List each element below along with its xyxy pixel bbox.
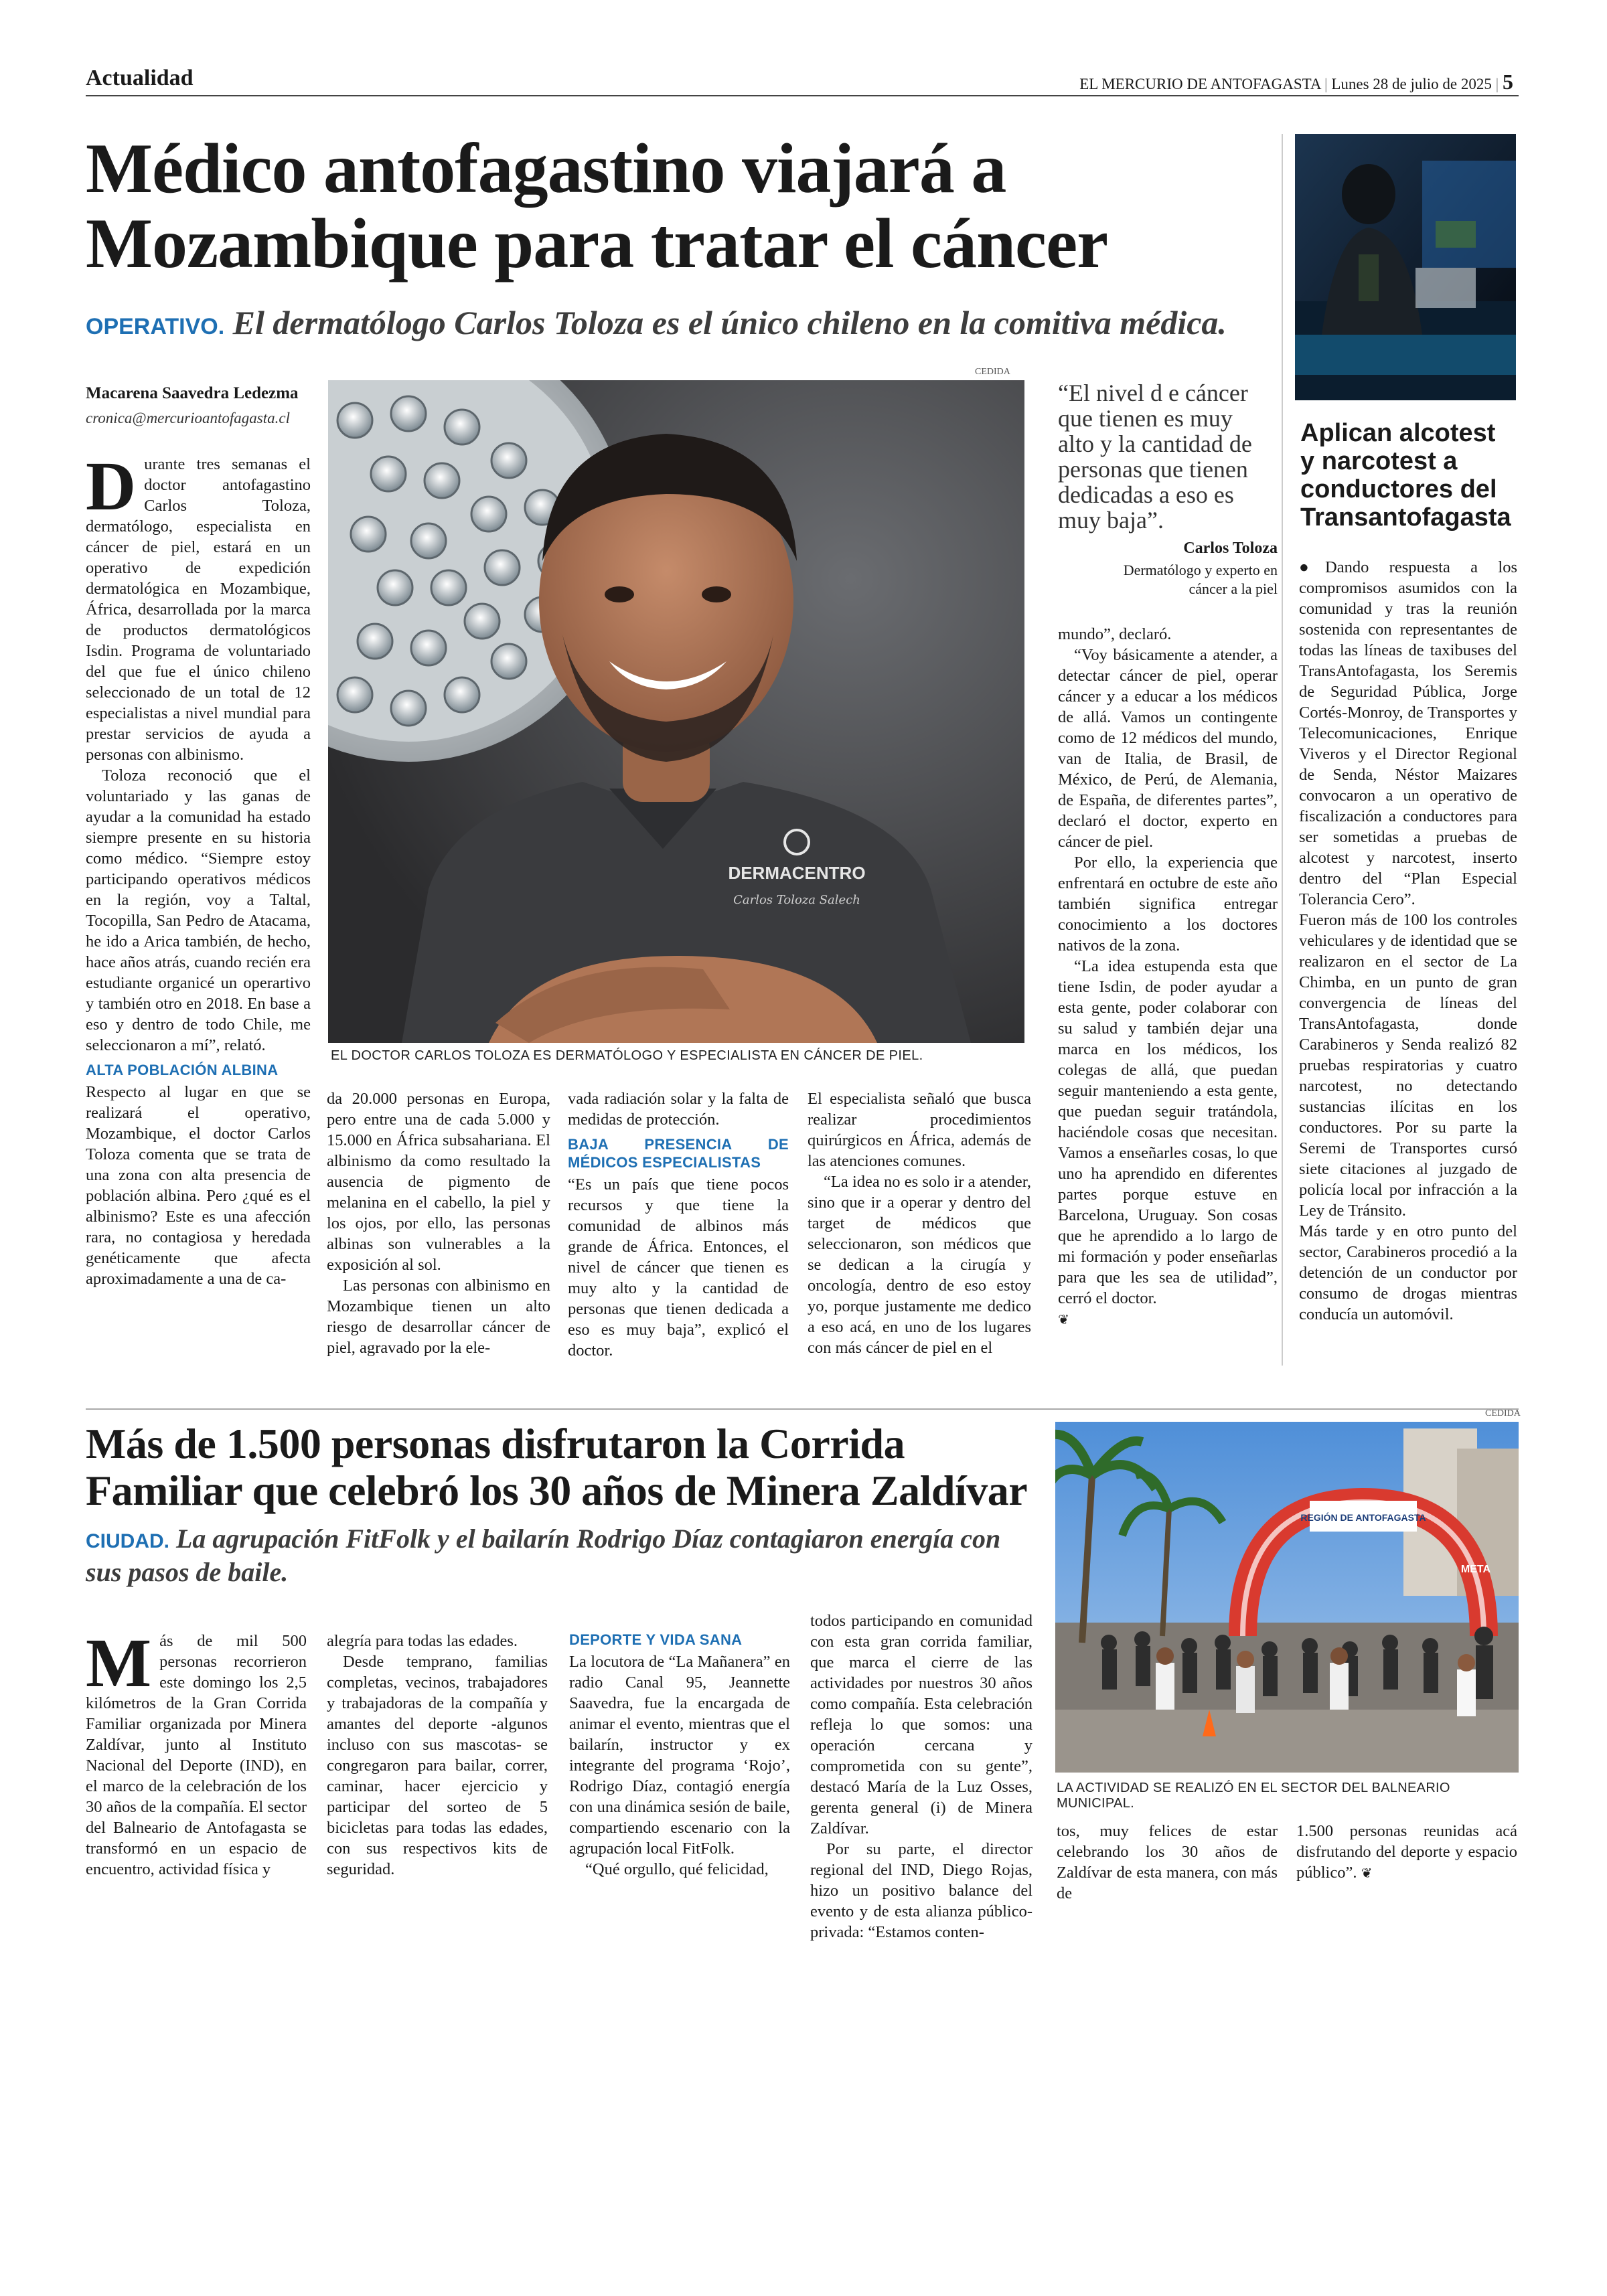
publication-name: EL MERCURIO DE ANTOFAGASTA [1079,76,1321,92]
bus-photo [1295,134,1516,400]
shirt-name: Carlos Toloza Salech [733,893,860,907]
second-column-4: todos participando en comunidad con esta gran corrida familiar, que marca el cierre de las actividades por nuestros 30 años como compañía. Esta celebración refleja lo que somos: una operación cercana y comprometida con su gente”, destacó María de la Luz Osses, gerenta general (i) de Minera Zaldívar. Por su parte, el director regional del IND, Diego Rojas, hizo un positivo balance del evento y de esta alianza público-privada: “Estamos conten- [810,1612,1032,1941]
subhead-albina: ALTA POBLACIÓN ALBINA [86,1062,279,1078]
main-column-2: da 20.000 personas en Europa, pero entre una de cada 5.000 y 15.000 en África subsahariana. El albinismo da como resultado la ausencia de pigmento de melanina en el cabello, la piel y los ojos, por ello, las personas albinas son vulnerables a la exposición al sol. Las personas con albinismo en Mozambique tienen un alto riesgo de desarrollar cáncer de piel, agravado por la ele- [327,1090,550,1357]
header-rule [86,95,1519,96]
race-photo-caption: LA ACTIVIDAD SE REALIZÓ EN EL SECTOR DEL BALNEARIO MUNICIPAL. [1057,1781,1450,1811]
photo-caption: EL DOCTOR CARLOS TOLOZA ES DERMATÓLOGO Y ESPECIALISTA EN CÁNCER DE PIEL. [331,1048,923,1063]
end-mark-icon: ❦ [1361,1865,1373,1881]
sidebar-headline: Aplican alcotest y narcotest a conductores del Transantofagasta [1300,419,1511,531]
second-column-6: 1.500 personas reunidas acá disfrutando del deporte y espacio público”. ❦ [1296,1822,1517,1882]
main-column-3: vada radiación solar y la falta de medidas de protección. BAJA PRESENCIA DE MÉDICOS ESPECIALISTAS “Es un país que tiene pocos recursos y que tiene la comunidad de albinos más grande de África. Entonces, el nivel de cáncer que tienen es muy alto y la cantidad de personas que tienen dedicada a eso es muy baja”, explicó el doctor. [568,1090,789,1360]
arch-side-text: META [1460,1564,1491,1575]
pull-quote-name: Carlos Toloza [1183,540,1278,557]
subhead-medicos: BAJA PRESENCIA DE MÉDICOS ESPECIALISTAS [568,1136,789,1171]
second-headline: Más de 1.500 personas disfrutaron la Corrida Familiar que celebró los 30 años de Minera Zaldívar [86,1420,1028,1514]
sidebar-rule [1282,134,1283,1366]
main-kicker: OPERATIVO. [86,314,225,339]
main-deck-text: El dermatólogo Carlos Toloza es el único chileno en la comitiva médica. [232,304,1227,341]
race-photo-credit: CEDIDA [1485,1408,1521,1418]
bus-photo-illustration [1295,134,1516,400]
byline-email[interactable]: cronica@mercurioantofagasta.cl [86,410,290,426]
subhead-deporte: DEPORTE Y VIDA SANA [569,1631,743,1648]
header-info: EL MERCURIO DE ANTOFAGASTA | Lunes 28 de julio de 2025 | 5 [1079,70,1513,94]
bullet-icon: ● [1299,558,1326,576]
doctor-photo-illustration [328,380,1024,1043]
dropcap: D [86,448,137,525]
main-column-4: El especialista señaló que busca realizar procedimientos quirúrgicos en África, además de las atenciones comunes. “La idea no es solo ir a atender, sino que ir a operar y dentro del target de médicos que seleccionaron, son médicos que se dedican a la cirugía y oncología, dentro de eso estoy yo, porque justamente me dedico a eso acá, en uno de los lugares con más cáncer de piel en el [808,1090,1031,1357]
sidebar-body: ●Dando respuesta a los compromisos asumidos con la comunidad y tras la reunión sostenida con representantes de todas las líneas de taxibuses del TransAntofagasta, los Seremis de Seguridad Pública, Jorge Cortés-Monroy, de Transportes y Telecomunicaciones, Enrique Viveros y el Director Regional de Senda, Néstor Maizares convocaron a un operativo de fiscalización a conductores para ser sometidas a pruebas de alcotest y narcotest, inserto dentro del “Plan Especial Tolerancia Cero”. Fueron más de 100 los controles vehiculares y de identidad que se realizaron en el sector de La Chimba, en un punto de gran convergencia de líneas del TransAntofagasta, donde Carabineros y Senda realizó 82 pruebas respiratorias y cuatro narcotest, no detectando sustancias ilícitas en los conductores. Por su parte la Seremi de Transportes cursó siete citaciones al juzgado de policía local por infracción a la Ley de Tránsito. Más tarde y en otro punto del sector, Carabineros procedió a la detención de un conductor por consumo de drogas mientras conducía un automóvil. [1299,558,1517,1323]
issue-date: Lunes 28 de julio de 2025 [1331,76,1492,92]
pull-quote: “El nivel d e cáncer que tienen es muy alto y la cantidad de personas que tienen dedicadas a eso es muy baja”. [1058,380,1252,534]
second-kicker: CIUDAD. [86,1530,169,1552]
photo-credit: CEDIDA [975,367,1010,377]
main-column-5: mundo”, declaró. “Voy básicamente a atender, a detectar cáncer de piel, operar cáncer y a educar a los médicos de allá. Vamos un contingente como de 12 médicos del mundo, van de Italia, de Brasil, de México, de Perú, de Alemania, de España, de diferentes partes”, declaró el doctor, experto en cáncer de piel. Por ello, la experiencia que enfrentará en octubre de este año también significa entregar conocimiento a los doctores nativos de la zona. “La idea estupenda esta que tiene Isdin, de poder ayudar a esta gente, poder colaborar con su salud y también dejar una marca en los médicos, los colegas de allá, que puedan seguir manteniendo a esta gente, que puedan seguir tratándola, haciéndole cosas que necesitan. Vamos a enseñarles cosas, lo que uno ha aprendido en diferentes partes porque estuve en Barcelona, Uruguay. Son cosas que he aprendido a lo largo de mi formación y poder enseñarlas para que les sea de utilidad”, cerró el doctor. ❦ [1058,625,1278,1327]
main-deck [86,303,1291,347]
second-deck-text: La agrupación FitFolk y el bailarín Rodrigo Díaz contagiaron energía con sus pasos de baile. [86,1524,1001,1587]
race-photo-illustration [1055,1422,1519,1773]
doctor-photo [328,380,1024,1043]
section-label: Actualidad [86,66,194,90]
second-column-5: tos, muy felices de estar celebrando los 30 años de Zaldívar de esta manera, con más de [1057,1822,1278,1902]
race-photo [1055,1422,1519,1773]
second-deck [86,1524,1023,1588]
byline-name: Macarena Saavedra Ledezma [86,384,299,402]
page-number: 5 [1503,70,1513,94]
second-column-1: Más de mil 500 personas recorrieron este domingo los 2,5 kilómetros de la Gran Corrida Familiar organizada por Minera Zaldívar, junto al Instituto Nacional del Deporte (IND), en el marco de la celebración de los 30 años de la compañía. El sector del Balneario de Antofagasta se transformó en un espacio de encuentro, actividad física y [86,1625,307,1878]
pull-quote-role: Dermatólogo y experto en cáncer a la piel [1123,562,1278,597]
main-column-1: Durante tres semanas el doctor antofagastino Carlos Toloza, dermatólogo, especialista en cáncer de piel, estará en un operativo de expedición dermatológica en Mozambique, África, desarrollada por la marca de productos dermatológicos Isdin. Programa de voluntariado del que fue el único chileno seleccionado de un total de 12 especialistas a nivel mundial para prestar servicios de ayuda a personas con albinismo. Toloza reconoció que el voluntariado y las ganas de ayudar a la comunidad ha estado siempre presente en su historia como médico. “Siempre estoy participando operativos médicos en la región, voy a Taltal, Tocopilla, San Pedro de Atacama, he ido a Arica también, de hecho, hace años atrás, cuando recién era estudiante organicé un operartivo y también otro en 2018. En base a eso y dentro de todo Chile, me seleccionaron a mí”, relató. ALTA POBLACIÓN ALBINA Respecto al lugar en que se realizará el operativo, Mozambique, el doctor Carlos Toloza comenta que se trata de una zona con alta presencia de población albina. Pero ¿qué es el albinismo? Este es una afección rara, no contagiosa y heredada genéticamente que afecta aproximadamente a una de ca- [86,448,311,1288]
dropcap-m: M [86,1625,152,1702]
shirt-logo: DERMACENTRO [728,863,866,883]
second-column-2: alegría para todas las edades. Desde temprano, familias completas, vecinos, trabajadores y trabajadoras de la compañía y amantes del deporte -algunos incluso con sus mascotas- se congregaron para bailar, correr, caminar, hacer ejercicio y participar del sorteo de 5 bicicletas para todas las edades, con sus respectivos kits de seguridad. [327,1632,548,1878]
second-column-3: DEPORTE Y VIDA SANA La locutora de “La Mañanera” en radio Canal 95, Jeannette Saavedra, fue la encargada de animar el evento, mientras que el bailarín, instructor y ex integrante del programa ‘Rojo’, Rodrigo Díaz, contagió energía con una dinámica sesión de baile, compartiendo escenario con la agrupación local FitFolk. “Qué orgullo, qué felicidad, [569,1631,790,1878]
end-mark-icon: ❦ [1058,1311,1069,1327]
story-divider [86,1408,1519,1410]
main-headline: Médico antofagastino viajará a Mozambique para tratar el cáncer [86,129,1108,282]
arch-text: REGIÓN DE ANTOFAGASTA [1300,1512,1426,1523]
